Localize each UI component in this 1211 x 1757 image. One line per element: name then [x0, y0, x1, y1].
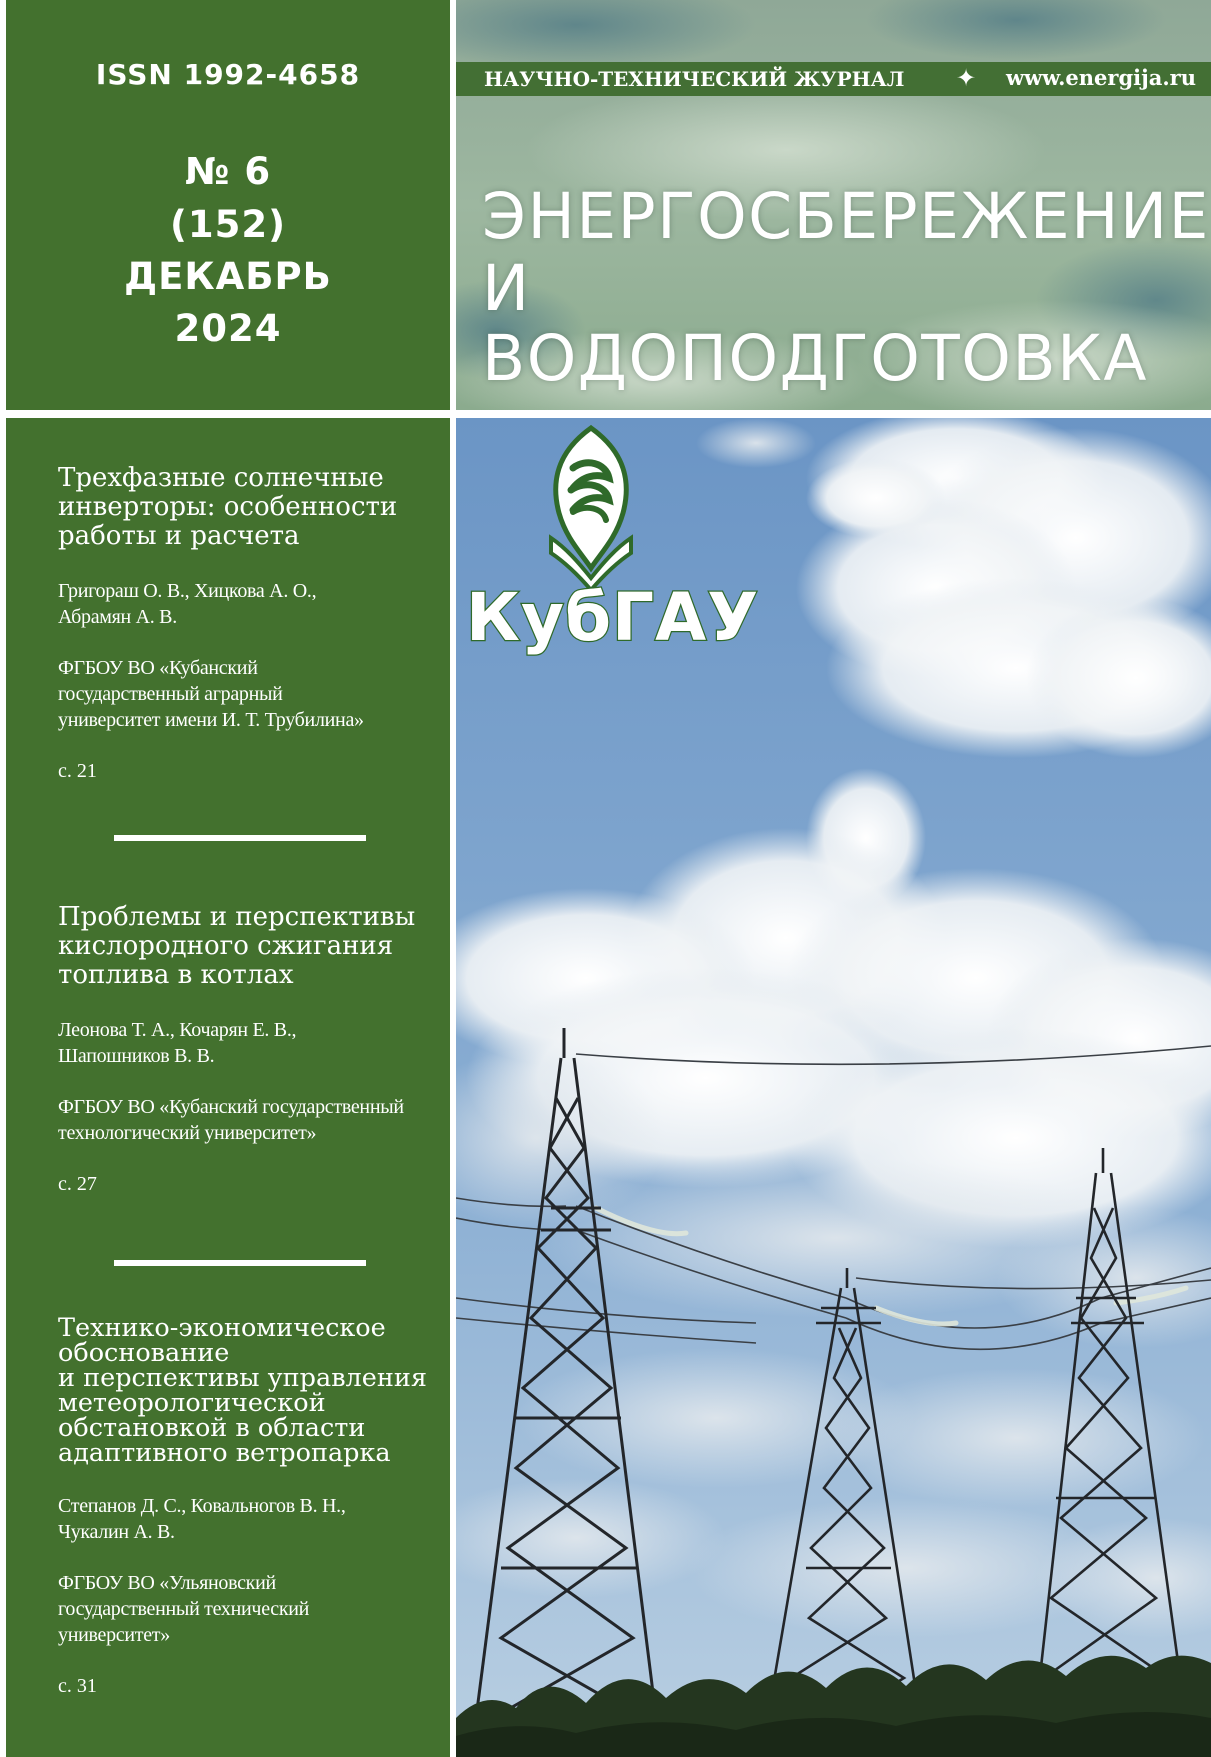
journal-title-line2: И ВОДОПОДГОТОВКА [482, 252, 1148, 395]
website-url: www.energija.ru [1006, 65, 1196, 90]
journal-strip [456, 62, 1211, 96]
article-organization: ФГБОУ ВО «Кубанский государственный аграрный университет имени И. Т. Трубилина» [58, 657, 364, 731]
article-3 [58, 1313, 453, 1699]
article-title: Технико-экономическое обоснование и перспективы управления метеорологической обстановкой в области адаптивного ветропарка [58, 1313, 427, 1468]
article-authors: Григораш О. В., Хицкова А. О., Абрамян А. В. [58, 580, 317, 628]
article-page: с. 31 [58, 1675, 97, 1697]
issue-total-number: (152) [169, 203, 287, 246]
cover-photo [456, 418, 1211, 1757]
article-title: Трехфазные солнечные инверторы: особенности работы и расчета [58, 463, 398, 551]
article-divider [114, 1260, 366, 1266]
issue-month: ДЕКАБРЬ [124, 255, 332, 298]
article-2 [58, 903, 453, 1197]
article-title: Проблемы и перспективы кислородного сжигания топлива в котлах [58, 902, 416, 990]
issue-year: 2024 [174, 307, 282, 350]
issn-label: ISSN 1992-4658 [95, 58, 361, 91]
issue-number: № 6 [184, 150, 272, 193]
journal-header [456, 0, 1211, 410]
journal-type-label: НАУЧНО-ТЕХНИЧЕСКИЙ ЖУРНАЛ [484, 67, 905, 91]
kubgau-logo-text: КубГАУ [466, 579, 760, 656]
article-organization: ФГБОУ ВО «Ульяновский государственный технический университет» [58, 1572, 310, 1646]
article-1 [58, 464, 453, 784]
articles-panel [6, 418, 450, 1757]
issue-info-panel [6, 0, 450, 410]
article-organization: ФГБОУ ВО «Кубанский государственный технологический университет» [58, 1096, 404, 1144]
four-point-star-icon: ✦ [956, 64, 977, 92]
journal-title-line1: ЭНЕРГОСБЕРЕЖЕНИЕ [482, 180, 1210, 253]
article-divider [114, 835, 366, 841]
article-page: с. 21 [58, 760, 97, 782]
article-page: с. 27 [58, 1173, 97, 1195]
article-authors: Леонова Т. А., Кочарян Е. В., Шапошников В. В. [58, 1019, 297, 1067]
article-authors: Степанов Д. С., Ковальногов В. Н., Чукалин А. В. [58, 1495, 346, 1543]
